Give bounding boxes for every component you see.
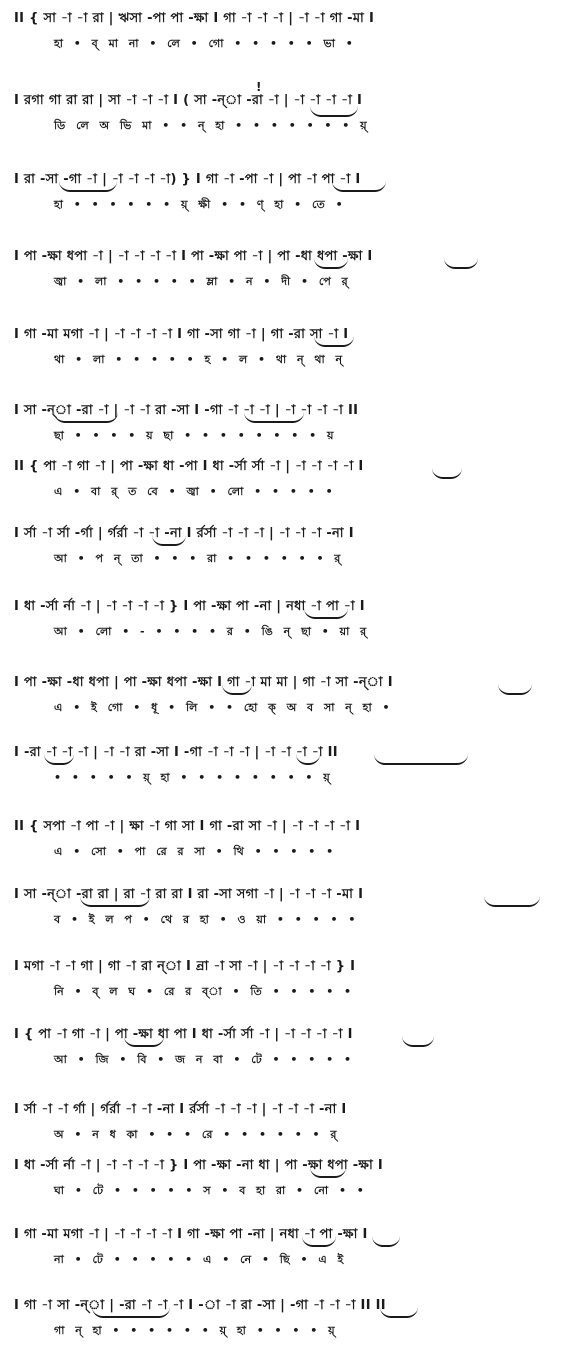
lyric-row: ডি লে অ ভি মা • • ন্ হা • • • • • • • য়্ — [54, 119, 368, 132]
notation-line — [14, 882, 570, 934]
slur-mark — [124, 1036, 164, 1047]
notation-line — [14, 167, 570, 219]
notation-row: II { সা -া -া রা | ঋসা -পা পা -ক্ষা I গা -া -া -া | -া -া গা -মা I — [14, 11, 375, 26]
slur-mark — [332, 181, 386, 192]
notation-line — [14, 88, 570, 140]
slur-mark — [59, 181, 117, 192]
stray-mark: ! — [256, 80, 262, 94]
notation-row: I র্সা -া র্সা -র্গা | র্গর্রা -া -া -না I র্রর্সা -া -া -া | -া -া -া -না I — [14, 526, 354, 541]
slur-mark — [80, 896, 150, 907]
notation-line — [14, 322, 570, 374]
notation-row: I { পা -া গা -া | পা -ক্ষা ধা পা I ধা -র্সা র্সা -া | -া -া -া -া I — [14, 1027, 353, 1042]
lyric-row: হা • • • • • • য়্ ক্ষী • • ণ্ হা • তে • — [54, 198, 344, 211]
slur-mark — [314, 336, 354, 347]
lyric-row: এ • ই গো • ধূ • লি • • হো ক্ অ ব সা ন্ হা • — [54, 701, 391, 714]
notation-line — [14, 398, 570, 450]
notation-row: I গা -মা মগা -া | -া -া -া -া I গা -সা গা -া | গা -রা সা -া I — [14, 327, 349, 342]
notation-line — [14, 1222, 570, 1274]
lyric-row: থা • লা • • • • • হ • ল • থা ন্ থা ন্ — [54, 353, 344, 366]
lyric-row: এ • সো • পা রে র সা • থি • • • • • — [54, 845, 335, 858]
notation-line — [14, 740, 570, 792]
slur-mark — [244, 412, 304, 423]
slur-mark — [92, 1307, 170, 1318]
lyric-row: অ • ন ধ কা • • • রে • • • • • • র্ — [54, 1128, 338, 1141]
notation-row: II { সপা -া পা -া | ক্ষা -া গা সা I গা -রা সা -া | -া -া -া -া I — [14, 819, 361, 834]
lyric-row: • • • • • য়্ হা • • • • • • • • য়্ — [54, 771, 331, 784]
lyric-row: ব • ই ল প • থে র হা • ও য়া • • • • • — [54, 913, 357, 926]
slur-mark — [374, 754, 468, 765]
notation-row: I র্সা -া -া র্গা | র্গর্রা -া -া -না I র্রর্সা -া -া -া | -া -া -া -না I — [14, 1102, 347, 1117]
slur-mark — [304, 608, 348, 619]
notation-line — [14, 6, 570, 58]
notation-row: I রগা গা রা রা | সা -া -া -া I ( সা -ন্া -রা -া | -া -া -া -া I — [14, 93, 363, 108]
lyric-row: না • টে • • • • • এ • নে • ছি • এ ই — [54, 1253, 345, 1266]
notation-line — [14, 454, 570, 506]
lyric-row: আ • প ন্ তা • • • রা • • • • • • র্ — [54, 552, 342, 565]
notation-row: II { পা -া গা -া | পা -ক্ষা ধা -পা I ধা -র্সা র্সা -া | -া -া -া -া I — [14, 459, 364, 474]
slur-mark — [484, 896, 540, 907]
lyric-row: আ • লো • - • • • • র • ঙি ন্ ছা • য়া র্ — [54, 625, 368, 638]
notation-line — [14, 1097, 570, 1149]
lyric-row: ছা • • • • য় ছা • • • • • • • • য় — [54, 429, 335, 442]
notation-row: I ধা -র্সা র্না -া | -া -া -া -া } I পা -ক্ষা পা -না | নধা -া পা -া I — [14, 599, 365, 614]
notation-row: I গা -া সা -ন্া | -রা -া -া -া I -া -া রা -সা | -গা -া -া -া II II — [14, 1298, 386, 1313]
notation-row: I ধা -র্সা র্না -া | -া -া -া -া } I পা -ক্ষা -না ধা | পা -ক্ষা ধপা -ক্ষা I — [14, 1158, 383, 1173]
lyric-row: ঘা • টে • • • • • স • ব হা রা • নো • • — [54, 1184, 365, 1197]
notation-line — [14, 670, 570, 722]
notation-line — [14, 814, 570, 866]
notation-line — [14, 521, 570, 573]
lyric-row: জ্বা • লা • • • • • ম্লা • ন • দী • পে র্ — [54, 275, 349, 288]
notation-row: I -রা -া -া -া | -া -া রা -সা I -গা -া -া -া | -া -া -া -া II — [14, 745, 338, 760]
slur-mark — [380, 1307, 418, 1318]
notation-row: I রা -সা -গা -া | -া -া -া -া) } I গা -া -পা -া | পা -া পা -া I — [14, 172, 361, 187]
lyric-row: আ • জি • বি • জ ন বা • টে • • • • • — [54, 1053, 352, 1066]
notation-row: I পা -ক্ষা -ধা ধপা | পা -ক্ষা ধপা -ক্ষা I গা -া মা মা | গা -া সা -ন্া I — [14, 675, 393, 690]
notation-row: I মগা -া -া গা | গা -া রা ন্া I ন্রা -া সা -া | -া -া -া -া } I — [14, 959, 356, 974]
lyric-row: এ • বা র্ ত বে • জ্বা • লো • • • • • — [54, 485, 334, 498]
notation-line — [14, 1293, 570, 1345]
notation-line — [14, 954, 570, 1006]
lyric-row: হা • ব্ মা না • লে • গো • • • • • ভা • — [54, 37, 354, 50]
notation-row: I সা -ন্া -রা -া | -া -া রা -সা I -গা -া -া -া | -া -া -া -া II — [14, 403, 359, 418]
lyric-row: গা ন্ হা • • • • • • য়্ হা • • • • য়্ — [54, 1324, 336, 1337]
notation-row: I পা -ক্ষা ধপা -া | -া -া -া -া I পা -ক্ষা পা -া | পা -ধা ধপা -ক্ষা I — [14, 249, 373, 264]
slur-mark — [310, 106, 358, 117]
lyric-row: নি • ব্ ল ঘ • রে র ব্া • তি • • • • • — [54, 985, 353, 998]
notation-row: I সা -ন্া -রা রা | রা -া রা রা I রা -সা সগা -া | -া -া -া -মা I — [14, 887, 364, 902]
notation-line — [14, 594, 570, 646]
notation-row: I গা -মা মগা -া | -া -া -া -া I গা -ক্ষা পা -না | নধা -া পা -ক্ষা I — [14, 1227, 368, 1242]
notation-line — [14, 1022, 570, 1074]
slur-mark — [54, 412, 118, 423]
notation-line — [14, 1153, 570, 1205]
notation-line — [14, 244, 570, 296]
slur-mark — [310, 1167, 346, 1178]
